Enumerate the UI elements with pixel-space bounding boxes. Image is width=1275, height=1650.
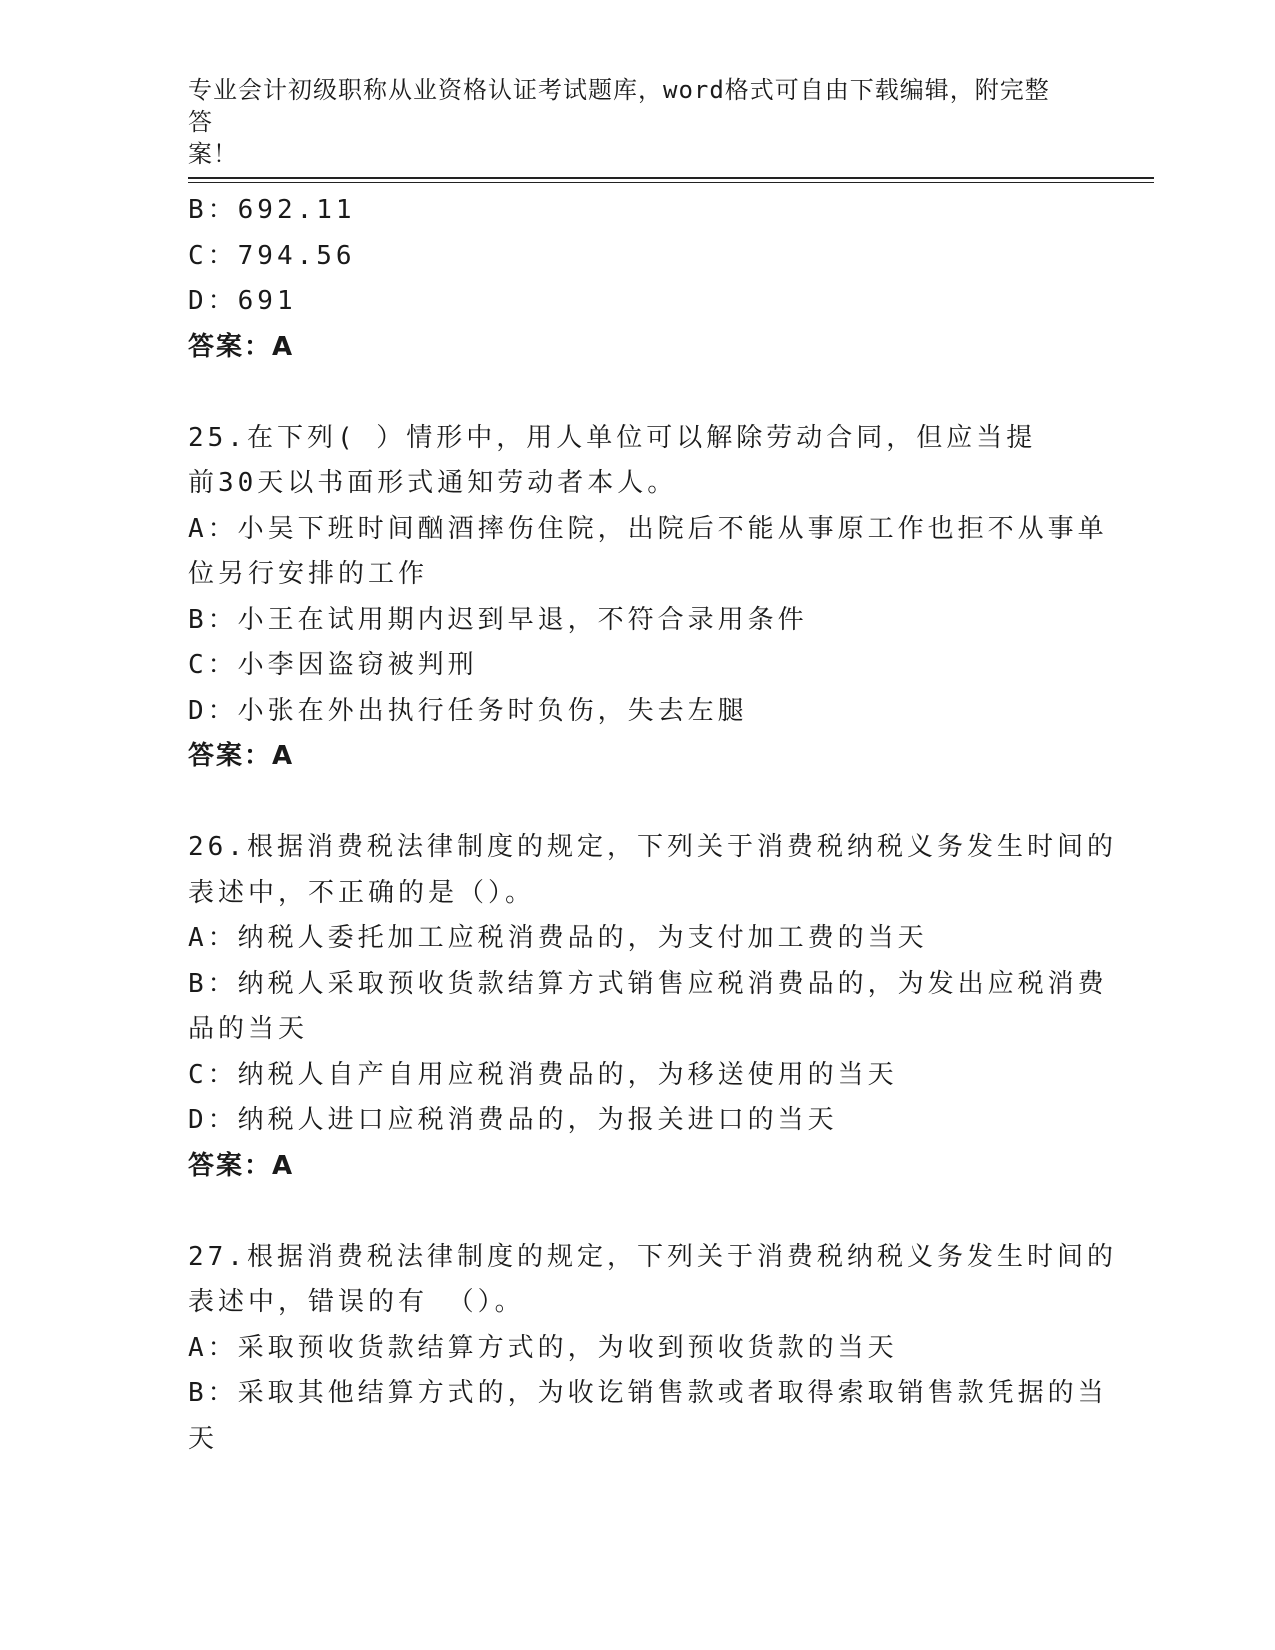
document-header <box>188 74 1068 170</box>
header-line-2: 案！ <box>188 140 238 168</box>
question-stem-cont: 表述中，不正确的是（）。 <box>188 877 536 908</box>
option-b-cont: 天 <box>188 1423 219 1454</box>
option-b: B：小王在试用期内迟到早退，不符合录用条件 <box>188 604 808 635</box>
option-b-cont: 品的当天 <box>188 1014 309 1044</box>
option-c: C：794.56 <box>188 240 356 271</box>
option-a: A：小吴下班时间酗酒摔伤住院，出院后不能从事原工作也拒不从事单 <box>188 513 1108 544</box>
document-body <box>188 188 1117 1462</box>
answer-line: 答案：A <box>188 331 295 362</box>
option-a: A：纳税人委托加工应税消费品的，为支付加工费的当天 <box>188 923 928 953</box>
option-b: B：采取其他结算方式的，为收讫销售款或者取得索取销售款凭据的当 <box>188 1378 1108 1408</box>
header-rule-thick <box>188 177 1154 179</box>
question-stem-cont: 表述中，错误的有 （）。 <box>188 1287 525 1317</box>
question-stem: 27.根据消费税法律制度的规定，下列关于消费税纳税义务发生时间的 <box>188 1241 1117 1272</box>
option-c: C：纳税人自产自用应税消费品的，为移送使用的当天 <box>188 1059 898 1090</box>
option-a-cont: 位另行安排的工作 <box>188 559 429 589</box>
option-d: D：纳税人进口应税消费品的，为报关进口的当天 <box>188 1105 838 1135</box>
spacer <box>188 1189 1088 1235</box>
option-d: D：小张在外出执行任务时负伤，失去左腿 <box>188 695 748 726</box>
header-rule-thin <box>188 182 1154 183</box>
question-24-tail <box>188 188 1088 370</box>
option-b: B：纳税人采取预收货款结算方式销售应税消费品的，为发出应税消费 <box>188 968 1108 999</box>
option-b: B：692.11 <box>188 195 356 225</box>
question-stem: 25.在下列( ）情形中，用人单位可以解除劳动合同，但应当提 <box>188 422 1037 453</box>
question-25 <box>188 416 1108 780</box>
spacer <box>188 780 1088 826</box>
question-stem-cont: 前30天以书面形式通知劳动者本人。 <box>188 468 678 498</box>
answer-line: 答案：A <box>188 1150 295 1181</box>
question-stem: 26.根据消费税法律制度的规定，下列关于消费税纳税义务发生时间的 <box>188 832 1117 862</box>
option-a: A：采取预收货款结算方式的，为收到预收货款的当天 <box>188 1332 898 1363</box>
question-27 <box>188 1235 1117 1463</box>
option-c: C：小李因盗窃被判刑 <box>188 650 478 680</box>
answer-line: 答案：A <box>188 741 295 771</box>
spacer <box>188 370 1088 416</box>
header-line-1: 专业会计初级职称从业资格认证考试题库，word格式可自由下载编辑，附完整答 <box>188 76 1050 136</box>
question-26 <box>188 825 1117 1189</box>
option-d: D：691 <box>188 286 297 316</box>
